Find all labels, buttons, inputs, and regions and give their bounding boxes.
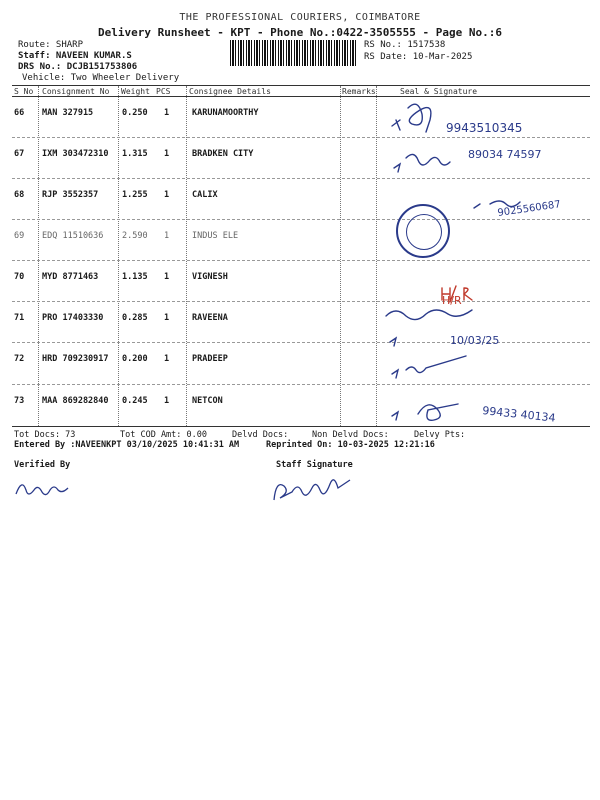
signature-mark — [406, 154, 450, 165]
delivery-points: Delvy Pts: — [414, 430, 466, 440]
cell-pcs: 1 — [164, 272, 170, 282]
cell-sno: 72 — [14, 354, 25, 364]
verified-by-label: Verified By — [14, 460, 71, 470]
verifier-signature — [10, 474, 80, 504]
cell-consignee: NETCON — [192, 396, 223, 406]
signature-mark — [408, 104, 431, 132]
cell-consignment-no: IXM 303472310 — [42, 149, 109, 159]
cell-pcs: 1 — [164, 354, 170, 364]
col-header-sno: S No — [14, 87, 34, 96]
signature-mark — [386, 310, 472, 320]
col-header-signature: Seal & Signature — [400, 87, 478, 96]
cell-sno: 70 — [14, 272, 25, 282]
remark-handwritten: H/R — [442, 294, 462, 307]
route: Route: SHARP — [18, 40, 84, 50]
cell-consignee: PRADEEP — [192, 354, 228, 364]
cell-pcs: 1 — [164, 149, 170, 159]
non-delivered-docs: Non Delvd Docs: — [312, 430, 389, 440]
rs-date: RS Date: 10-Mar-2025 — [364, 52, 473, 62]
total-cod-amount: Tot COD Amt: 0.00 — [120, 430, 207, 440]
rs-number: RS No.: 1517538 — [364, 40, 446, 50]
cell-pcs: 1 — [164, 396, 170, 406]
phone-handwritten: 99433 40134 — [481, 404, 557, 425]
cell-sno: 71 — [14, 313, 25, 323]
cell-weight: 0.250 — [122, 108, 148, 118]
phone-handwritten: 9025560687 — [496, 199, 562, 219]
cell-pcs: 1 — [164, 108, 170, 118]
cell-sno: 66 — [14, 108, 25, 118]
entered-by: Entered By :NAVEENKPT 03/10/2025 10:41:31 AM — [14, 440, 240, 450]
company-name: THE PROFESSIONAL COURIERS, COIMBATORE — [179, 12, 421, 23]
delivered-docs: Delvd Docs: — [232, 430, 289, 440]
cell-weight: 0.285 — [122, 313, 148, 323]
table-bottom-border — [12, 426, 590, 427]
drs-number: DRS No.: DCJB151753806 — [18, 62, 138, 72]
col-header-pcs: PCS — [156, 87, 171, 96]
cell-pcs: 1 — [164, 313, 170, 323]
cell-consignee: RAVEENA — [192, 313, 228, 323]
signature-mark — [392, 120, 400, 130]
cell-consignee: INDUS ELE — [192, 231, 239, 241]
signature-mark — [390, 338, 396, 346]
cell-consignee: KARUNAMOORTHY — [192, 108, 259, 118]
col-header-weight: Weight — [121, 87, 150, 96]
company-seal-stamp — [396, 204, 450, 258]
reprinted-on: Reprinted On: 10-03-2025 12:21:16 — [266, 440, 435, 450]
cell-weight: 0.200 — [122, 354, 148, 364]
staff-signature-label: Staff Signature — [276, 460, 353, 470]
signature-mark — [392, 404, 458, 420]
cell-consignee: VIGNESH — [192, 272, 228, 282]
total-docs: Tot Docs: 73 — [14, 430, 76, 440]
date-handwritten: 10/03/25 — [450, 334, 500, 347]
cell-pcs: 1 — [164, 231, 170, 241]
col-header-consignee: Consignee Details — [189, 87, 271, 96]
cell-sno: 73 — [14, 396, 25, 406]
cell-consignment-no: HRD 709230917 — [42, 354, 109, 364]
cell-weight: 1.135 — [122, 272, 148, 282]
table-top-border — [12, 85, 590, 86]
signature-mark — [394, 164, 400, 172]
barcode — [230, 40, 356, 66]
cell-sno: 69 — [14, 231, 25, 241]
cell-consignment-no: EDQ 11510636 — [42, 231, 104, 241]
signature-area — [378, 96, 590, 426]
cell-sno: 68 — [14, 190, 25, 200]
cell-consignee: CALIX — [192, 190, 218, 200]
cell-weight: 0.245 — [122, 396, 148, 406]
staff-signature — [266, 474, 366, 508]
cell-consignee: BRADKEN CITY — [192, 149, 254, 159]
phone-handwritten: 9943510345 — [446, 121, 523, 135]
cell-weight: 2.590 — [122, 231, 148, 241]
vehicle: Vehicle: Two Wheeler Delivery — [22, 73, 180, 83]
cell-pcs: 1 — [164, 190, 170, 200]
cell-consignment-no: MYD 8771463 — [42, 272, 99, 282]
col-header-consignment: Consignment No — [42, 87, 110, 96]
cell-consignment-no: MAA 869282840 — [42, 396, 109, 406]
cell-sno: 67 — [14, 149, 25, 159]
cell-consignment-no: PRO 17403330 — [42, 313, 104, 323]
cell-weight: 1.255 — [122, 190, 148, 200]
col-header-remarks: Remarks — [342, 87, 376, 96]
staff: Staff: NAVEEN KUMAR.S — [18, 51, 132, 61]
signature-mark — [392, 356, 466, 378]
cell-consignment-no: RJP 3552357 — [42, 190, 99, 200]
cell-consignment-no: MAN 327915 — [42, 108, 94, 118]
phone-handwritten: 89034 74597 — [468, 148, 542, 161]
cell-weight: 1.315 — [122, 149, 148, 159]
runsheet-title: Delivery Runsheet - KPT - Phone No.:0422-3505555 - Page No.:6 — [98, 26, 502, 39]
